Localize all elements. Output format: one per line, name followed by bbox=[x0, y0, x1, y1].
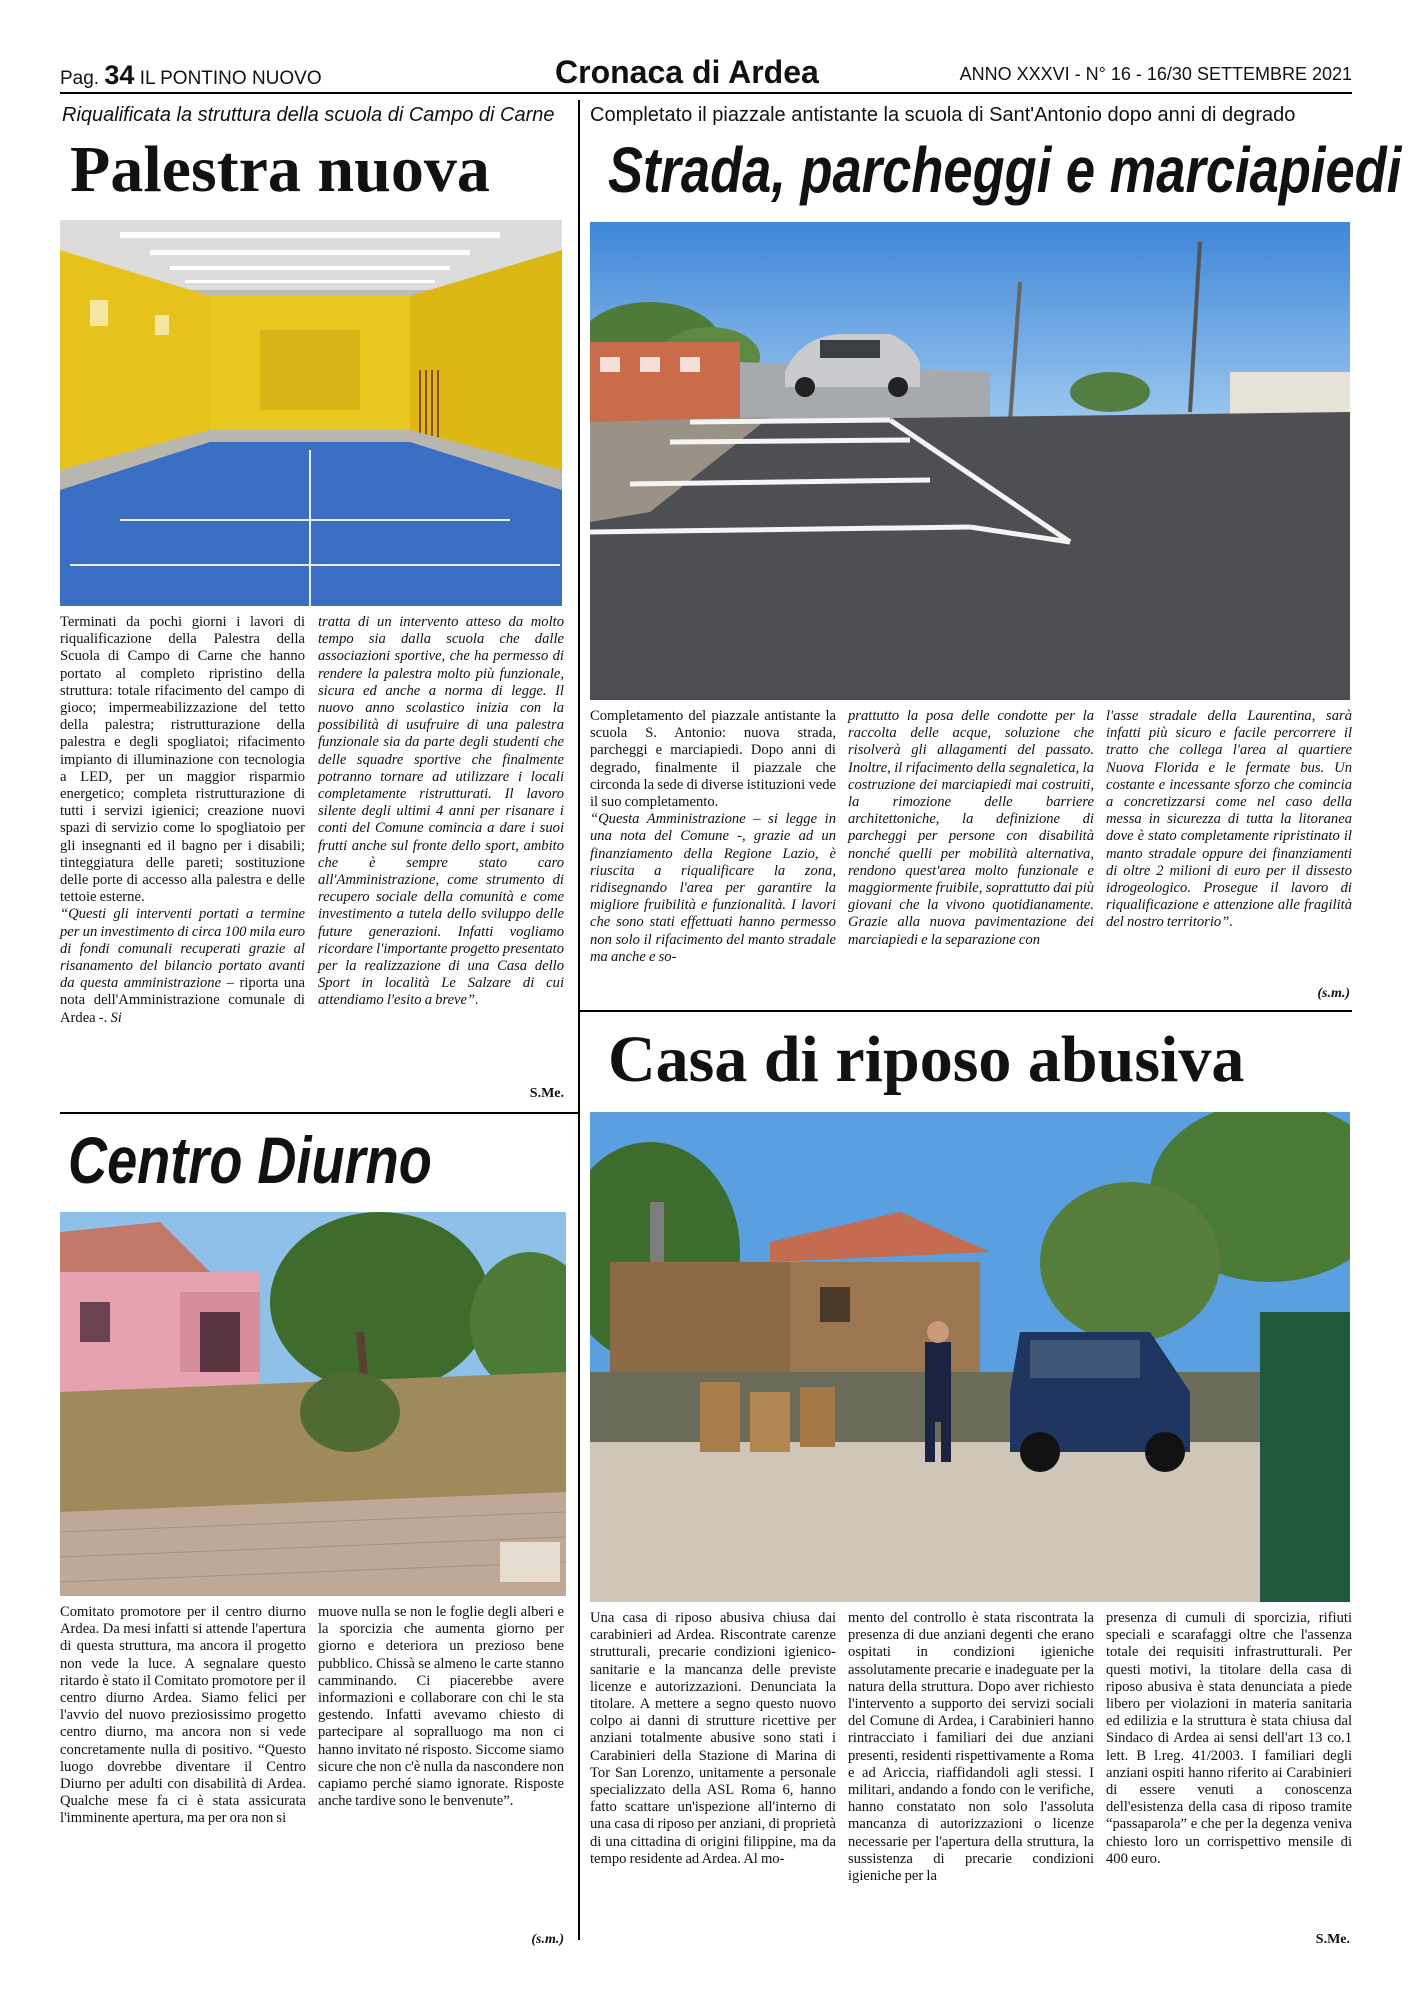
palestra-column-1 bbox=[60, 614, 305, 1027]
strada-text-1: Completamento del piazzale antistante la scuola S. Antonio: nuova strada, parcheggi e marciapiedi. Dopo anni di degrado, finalmente il piazzale che circonda la sede di diverse istituzioni vede il suo completamento. bbox=[590, 708, 836, 811]
strada-column-1 bbox=[590, 708, 836, 966]
page-number: 34 bbox=[104, 60, 135, 90]
paper-name: IL PONTINO NUOVO bbox=[139, 68, 322, 89]
casa-column-2 bbox=[848, 1610, 1094, 1885]
centro-title: Centro Diurno bbox=[68, 1123, 432, 1197]
centro-column-2 bbox=[318, 1604, 564, 1810]
casa-signature: S.Me. bbox=[1315, 1932, 1350, 1947]
strada-quote: “Questa Amministrazione – si legge in una nota del Comune -, grazie ad un finanziamento della Regione Lazio, è riuscita a riqualificare la zona, ridisegnando l'area per garantire la migliore fruibilità e funzionalità. I lavori che sono stati effettuati hanno permesso non solo il rifacimento del manto stradale ma anche e so- bbox=[590, 811, 836, 965]
strada-kicker: Completato il piazzale antistante la scuola di Sant'Antonio dopo anni di degrado bbox=[590, 104, 1296, 126]
palestra-quote: “Questi gli interventi portati a termine per un investimento di circa 100 mila euro di fondi comunali recuperati grazie al risanamento del bilancio portato avanti da questa amministrazione bbox=[60, 906, 305, 992]
nursing-home-photo bbox=[590, 1112, 1350, 1602]
strada-text-2: prattutto la posa delle condotte per la raccolta delle acque, soluzione che risolverà gli allagamenti del passato. Inoltre, il rifacimento della segnaletica, la costruzione dei marciapiedi mai costruiti, la rimozione delle barriere architettoniche, la definizione di parcheggi per persone con disabilità nonché quelli per mobilità alternativa, rendono quest'area molto funzionale e maggiormente fruibile, soprattutto dai più giovani che la vivono quotidianamente. Grazie alla nuova pavimentazione dei marciapiedi e la separazione con bbox=[848, 708, 1094, 948]
palestra-title: Palestra nuova bbox=[70, 133, 490, 206]
page-label: Pag. bbox=[60, 68, 100, 89]
column-divider-bottom bbox=[578, 1110, 580, 1940]
issue-info: ANNO XXXVI - N° 16 - 16/30 SETTEMBRE 2021 bbox=[959, 64, 1352, 84]
palestra-text-2: tratta di un intervento atteso da molto tempo sia dalla scuola che dalle associazioni sportive, che ha permesso di rendere la palestra molto più funzionale, sicura ed anche a norma di legge. Il nuovo anno scolastico inizia con la possibilità di usufruire di una palestra funzionale sia da parte degli studenti che delle squadre sportive che finalmente potranno tornare ad utilizzare i locali completamente ristrutturati. Il lavoro silente degli ultimi 4 anni per risanare i conti del Comune comincia a dare i suoi frutti anche sul fronte dello sport, ambito che è sempre stato caro all'Amministrazione, come strumento di recupero sociale della comunità e come investimento a tutela dello sviluppo delle future generazioni. Infatti vogliamo ricordare l'importante progetto presentato per la realizzazione di una Casa dello Sport in località Le Salzare di cui attendiamo l'esito a breve”. bbox=[318, 614, 564, 1009]
casa-text-1: Una casa di riposo abusiva chiusa dai carabinieri ad Ardea. Riscontrate carenze strutturali, precarie condizioni igienico-sanitarie e la mancanza delle previste licenze e autorizzazioni. Denunciata la titolare. A mettere a segno questo nuovo colpo ai danni di strutture ricettive per anziani totalmente abusive sono stati i Carabinieri della Stazione di Marina di Tor San Lorenzo, unitamente a personale specializzato della ASL Roma 6, hanno fatto scattare un'ispezione all'interno di una casa di riposo per anziani, di proprietà di una cittadina di origini filippine, ma da tempo residente ad Ardea. Al mo- bbox=[590, 1610, 836, 1867]
section-rule-right bbox=[580, 1010, 1352, 1012]
strada-text-3: l'asse stradale della Laurentina, sarà infatti più sicuro e facile percorrere il tratto che collega l'area al quartiere Nuova Florida e le fermate bus. Un costante e incessante sforzo che comincia a concretizzarsi come nel caso della messa in sicurezza di tutta la litoranea dove è stato completamente ripristinato il manto stradale oppure dei finanziamenti di oltre 2 milioni di euro per il dissesto idrogeologico. Prosegue il lavoro di riqualificazione e attenzione alle fragilità del nostro territorio”. bbox=[1106, 708, 1352, 931]
centro-signature: (s.m.) bbox=[531, 1932, 564, 1947]
palestra-quote-tail: – riporta una nota dell'Amministrazione comunale di Ardea -. bbox=[60, 975, 305, 1026]
palestra-signature: S.Me. bbox=[529, 1086, 564, 1101]
palestra-column-2 bbox=[318, 614, 564, 1010]
centro-text-1: Comitato promotore per il centro diurno Ardea. Da mesi infatti si attende l'apertura di questa struttura, ma ancora il progetto non vede la luce. A segnalare questo ritardo è stato il Comitato promotore per il centro diurno Ardea. Siamo felici per l'avvio del nuovo preziosissimo progetto centro diurno, ma ancora non si vede concretamente nulla di positivo. “Questo luogo dovrebbe diventare il Centro Diurno per adulti con disabilità di Ardea. Qualche mese fa ci è stata assicurata l'imminente apertura, ma per ora non si bbox=[60, 1604, 306, 1827]
palestra-quote-si: Si bbox=[110, 1009, 122, 1026]
section-title: Cronaca di Ardea bbox=[555, 54, 819, 90]
casa-title: Casa di riposo abusiva bbox=[608, 1023, 1245, 1096]
strada-signature: (s.m.) bbox=[1317, 986, 1350, 1001]
casa-column-3 bbox=[1106, 1610, 1352, 1868]
section-rule-left bbox=[60, 1112, 578, 1114]
gym-photo bbox=[60, 220, 562, 606]
centro-column-1 bbox=[60, 1604, 306, 1828]
strada-title: Strada, parcheggi e marciapiedi bbox=[608, 134, 1402, 206]
strada-column-3 bbox=[1106, 708, 1352, 932]
casa-text-2: mento del controllo è stata riscontrata la presenza di due anziani degenti che erano ospitati in condizioni igieniche assolutamente precarie e inadeguate per la natura della struttura. Dopo aver richiesto l'intervento a supporto dei servizi sociali del Comune di Ardea, i Carabinieri hanno rintracciato i familiari dei due anziani presenti, residenti rispettivamente a Roma e ad Ariccia, riaffidandoli agli stessi. I militari, andando a fondo con le verifiche, hanno constatato non solo l'assoluta mancanza di autorizzazioni o licenze necessarie per l'apertura della struttura, la sussistenza di precarie condizioni igieniche per la bbox=[848, 1610, 1094, 1885]
column-divider-top bbox=[578, 100, 580, 1110]
page-header-left bbox=[60, 60, 322, 91]
palestra-text-1: Terminati da pochi giorni i lavori di riqualificazione della Palestra della Scuola di Campo di Carne che hanno portato al completo ripristino della struttura: totale rifacimento del campo di gioco; impermeabilizzazione del tetto della palestra; ristrutturazione della palestra e degli spogliatoi; rifacimento impianto di illuminazione con tecnologia a LED, per un maggior risparmio energetico; completa ristrutturazione di tutti i servizi igienici; creazione nuovi spazi di servizio come lo spogliatoio per gli insegnanti ed il bagno per i disabili; tinteggiatura delle pareti; sostituzione delle porte di accesso alla palestra e delle tettoie esterne. bbox=[60, 614, 305, 906]
day-center-photo bbox=[60, 1212, 566, 1596]
palestra-kicker: Riqualificata la struttura della scuola di Campo di Carne bbox=[62, 104, 555, 126]
centro-text-2: muove nulla se non le foglie degli alberi e la sporcizia che aumenta giorno per giorno e deteriora un prezioso bene pubblico. Chissà se almeno le carte stanno camminando. Ci piacerebbe avere informazioni e collaborare con chi le sta gestendo. Infatti avevamo chiesto di partecipare al sopralluogo ma non ci hanno invitato né risposto. Siccome siamo sicure che non c'è nulla da nascondere non capiamo perché siamo ignorate. Risposte anche tardive sono le benvenute”. bbox=[318, 1604, 564, 1810]
strada-column-2 bbox=[848, 708, 1094, 949]
casa-column-1 bbox=[590, 1610, 836, 1868]
parking-photo bbox=[590, 222, 1350, 700]
casa-text-3: presenza di cumuli di sporcizia, rifiuti speciali e scarafaggi oltre che l'assenza totale dei requisiti infrastrutturali. Per questi motivi, la titolare della casa di riposo abusiva è stata denunciata a piede libero per violazioni in materia sanitaria ed edilizia e la struttura è stata chiusa dal Sindaco di Ardea ai sensi dell'art 13 co.1 lett. B l.reg. 41/2003. I familiari degli anziani ospiti hanno riferito ai Carabinieri di essere venuti a conoscenza dell'esistenza della casa di riposo tramite “passaparola” e che per la degenza veniva chiesto loro un corrispettivo mensile di 400 euro. bbox=[1106, 1610, 1352, 1867]
header-rule bbox=[60, 92, 1352, 94]
